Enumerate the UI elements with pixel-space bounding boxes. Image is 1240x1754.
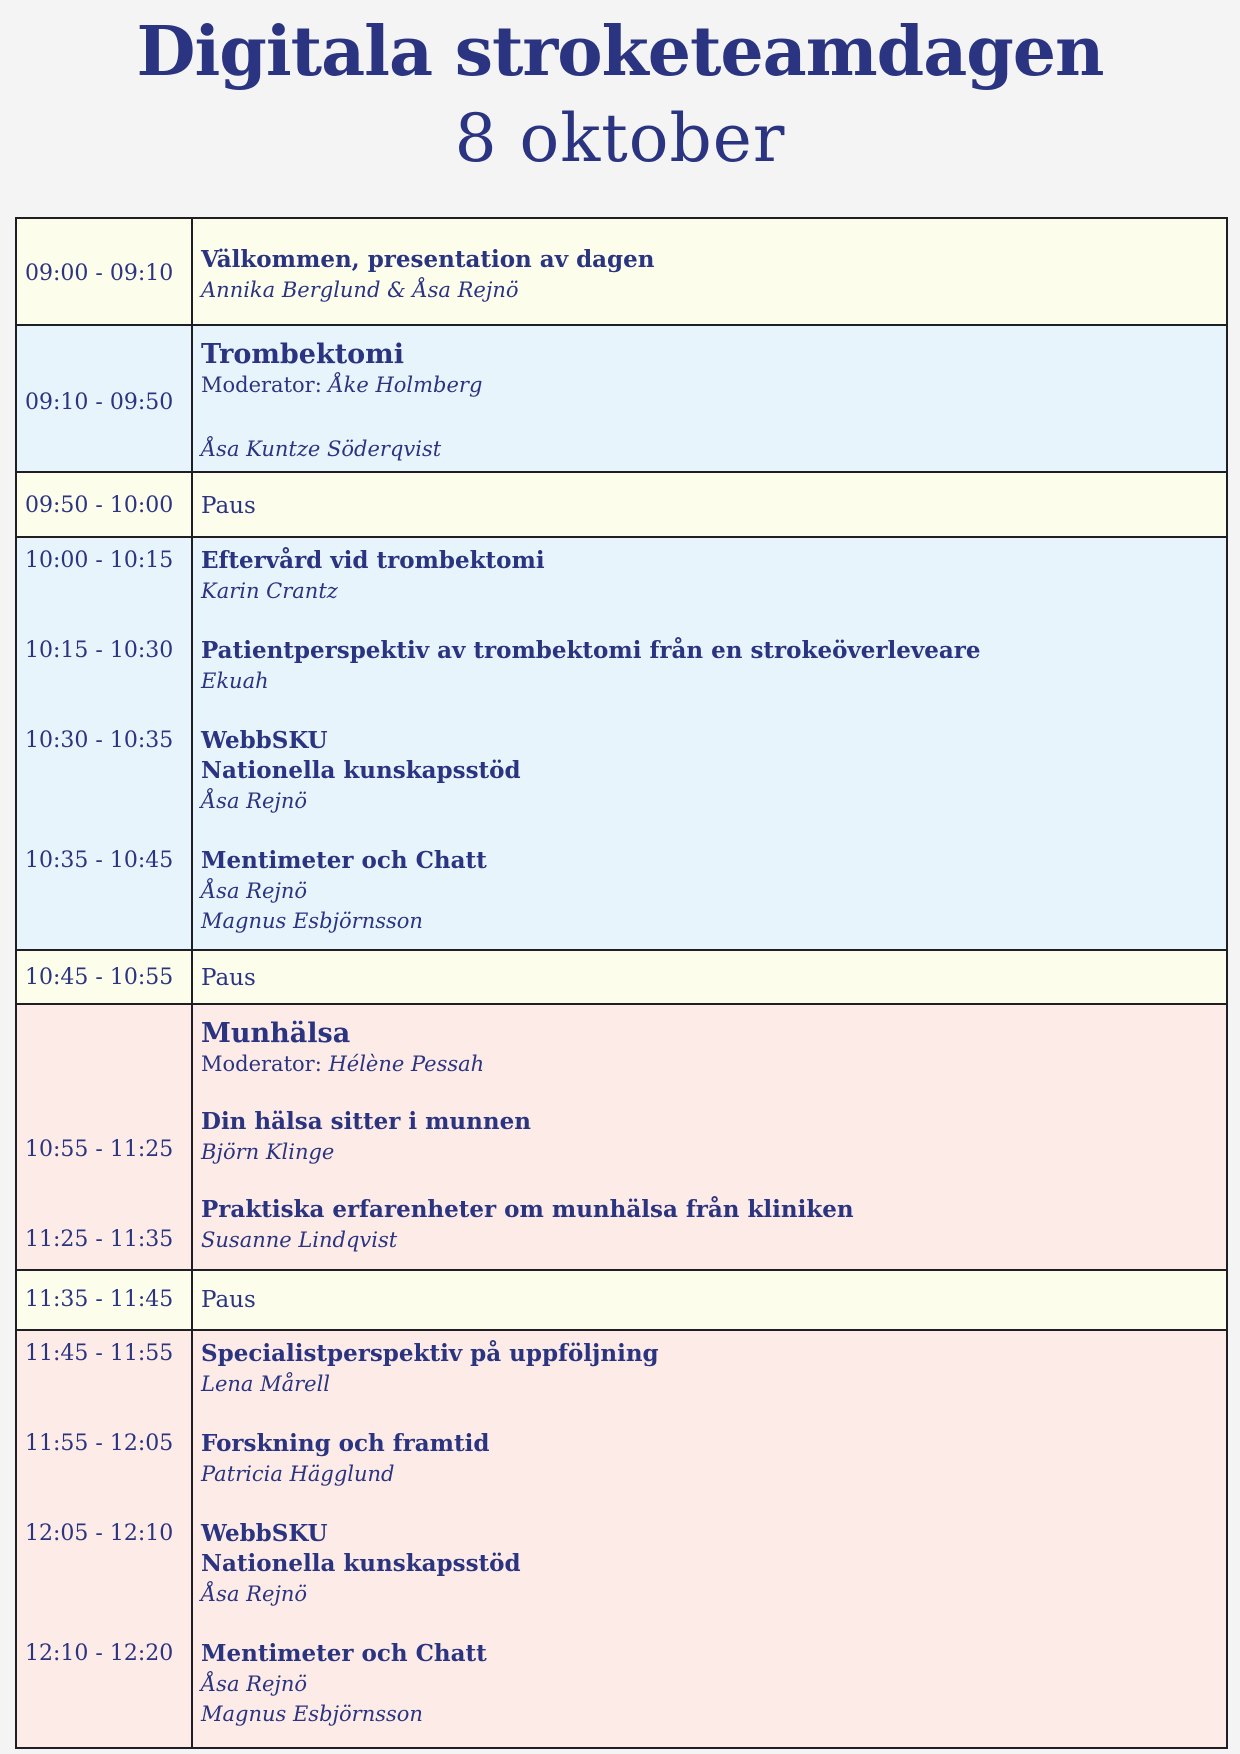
time-cell — [16, 1270, 192, 1330]
time-cell — [16, 472, 192, 537]
time-label: 12:05 - 12:10 — [25, 1521, 174, 1546]
time-label: 12:10 - 12:20 — [25, 1641, 174, 1666]
time-label: 09:50 - 10:00 — [25, 493, 174, 518]
session-speaker: Lena Mårell — [201, 1372, 331, 1396]
session-title: Praktiska erfarenheter om munhälsa från kliniken — [201, 1196, 854, 1223]
content-cell — [192, 537, 1227, 950]
schedule-table — [15, 217, 1228, 1749]
pause-label: Paus — [201, 493, 256, 519]
moderator-label: Moderator: — [201, 1052, 322, 1076]
content-cell — [192, 950, 1227, 1004]
time-label: 09:00 - 09:10 — [25, 261, 174, 286]
session-speaker: Åsa Rejnö — [201, 789, 308, 813]
session-speaker: Björn Klinge — [201, 1140, 335, 1164]
content-cell — [192, 325, 1227, 472]
time-cell — [16, 218, 192, 325]
page-header — [0, 0, 1240, 208]
time-cell — [16, 950, 192, 1004]
time-label: 10:15 - 10:30 — [25, 638, 174, 663]
content-cell — [192, 1270, 1227, 1330]
session-title: Munhälsa — [201, 1018, 351, 1049]
table-row — [16, 1330, 1227, 1748]
session-speaker: Åsa Kuntze Söderqvist — [201, 437, 442, 461]
session-title: Forskning och framtid — [201, 1430, 490, 1457]
session-title: Eftervård vid trombektomi — [201, 547, 545, 574]
moderator-name: Hélène Pessah — [328, 1052, 485, 1076]
page-date: 8 oktober — [454, 100, 786, 177]
session-title: Specialistperspektiv på uppföljning — [201, 1340, 659, 1367]
session-title: Mentimeter och Chatt — [201, 1640, 487, 1667]
moderator-name: Åke Holmberg — [328, 373, 483, 397]
time-label: 11:25 - 11:35 — [25, 1227, 174, 1252]
pause-label: Paus — [201, 1287, 256, 1313]
session-speaker: Åsa Rejnö — [201, 1582, 308, 1606]
time-cell — [16, 1004, 192, 1270]
session-speaker: Karin Crantz — [201, 579, 338, 603]
time-label: 11:45 - 11:55 — [25, 1341, 174, 1366]
moderator-line — [201, 1049, 1226, 1079]
session-title: WebbSKU — [201, 1520, 328, 1547]
time-label: 10:55 - 11:25 — [25, 1137, 174, 1162]
table-row — [16, 950, 1227, 1004]
table-row — [16, 325, 1227, 472]
time-label: 09:10 - 09:50 — [25, 390, 174, 415]
time-cell — [16, 1330, 192, 1748]
session-subtitle: Nationella kunskapsstöd — [201, 757, 521, 784]
session-speaker: Ekuah — [201, 669, 269, 693]
table-row — [16, 472, 1227, 537]
session-subtitle: Nationella kunskapsstöd — [201, 1550, 521, 1577]
table-row — [16, 537, 1227, 950]
moderator-line — [201, 370, 1226, 400]
table-row — [16, 1270, 1227, 1330]
page-title: Digitala stroketeamdagen — [136, 12, 1104, 92]
time-label: 10:00 - 10:15 — [25, 548, 174, 573]
time-cell — [16, 537, 192, 950]
table-row — [16, 1004, 1227, 1270]
session-speaker: Magnus Esbjörnsson — [201, 909, 423, 933]
session-speaker: Susanne Lindqvist — [201, 1228, 398, 1252]
content-cell — [192, 218, 1227, 325]
session-speaker: Åsa Rejnö — [201, 1672, 308, 1696]
session-speaker: Patricia Hägglund — [201, 1462, 395, 1486]
time-cell — [16, 325, 192, 472]
time-label: 11:55 - 12:05 — [25, 1431, 174, 1456]
time-label: 10:45 - 10:55 — [25, 965, 174, 990]
session-title: Mentimeter och Chatt — [201, 847, 487, 874]
pause-label: Paus — [201, 965, 256, 991]
session-title: Patientperspektiv av trombektomi från en strokeöverleveare — [201, 637, 981, 664]
content-cell — [192, 472, 1227, 537]
content-cell — [192, 1330, 1227, 1748]
session-title: Din hälsa sitter i munnen — [201, 1108, 531, 1135]
session-speaker: Magnus Esbjörnsson — [201, 1702, 423, 1726]
time-label: 10:30 - 10:35 — [25, 728, 174, 753]
time-label: 11:35 - 11:45 — [25, 1287, 174, 1312]
content-cell — [192, 1004, 1227, 1270]
moderator-label: Moderator: — [201, 373, 322, 397]
table-row — [16, 218, 1227, 325]
session-speaker: Åsa Rejnö — [201, 879, 308, 903]
session-title: Välkommen, presentation av dagen — [201, 246, 655, 273]
session-title: Trombektomi — [201, 339, 405, 370]
session-speaker: Annika Berglund & Åsa Rejnö — [201, 278, 519, 302]
session-title: WebbSKU — [201, 727, 328, 754]
time-label: 10:35 - 10:45 — [25, 848, 174, 873]
